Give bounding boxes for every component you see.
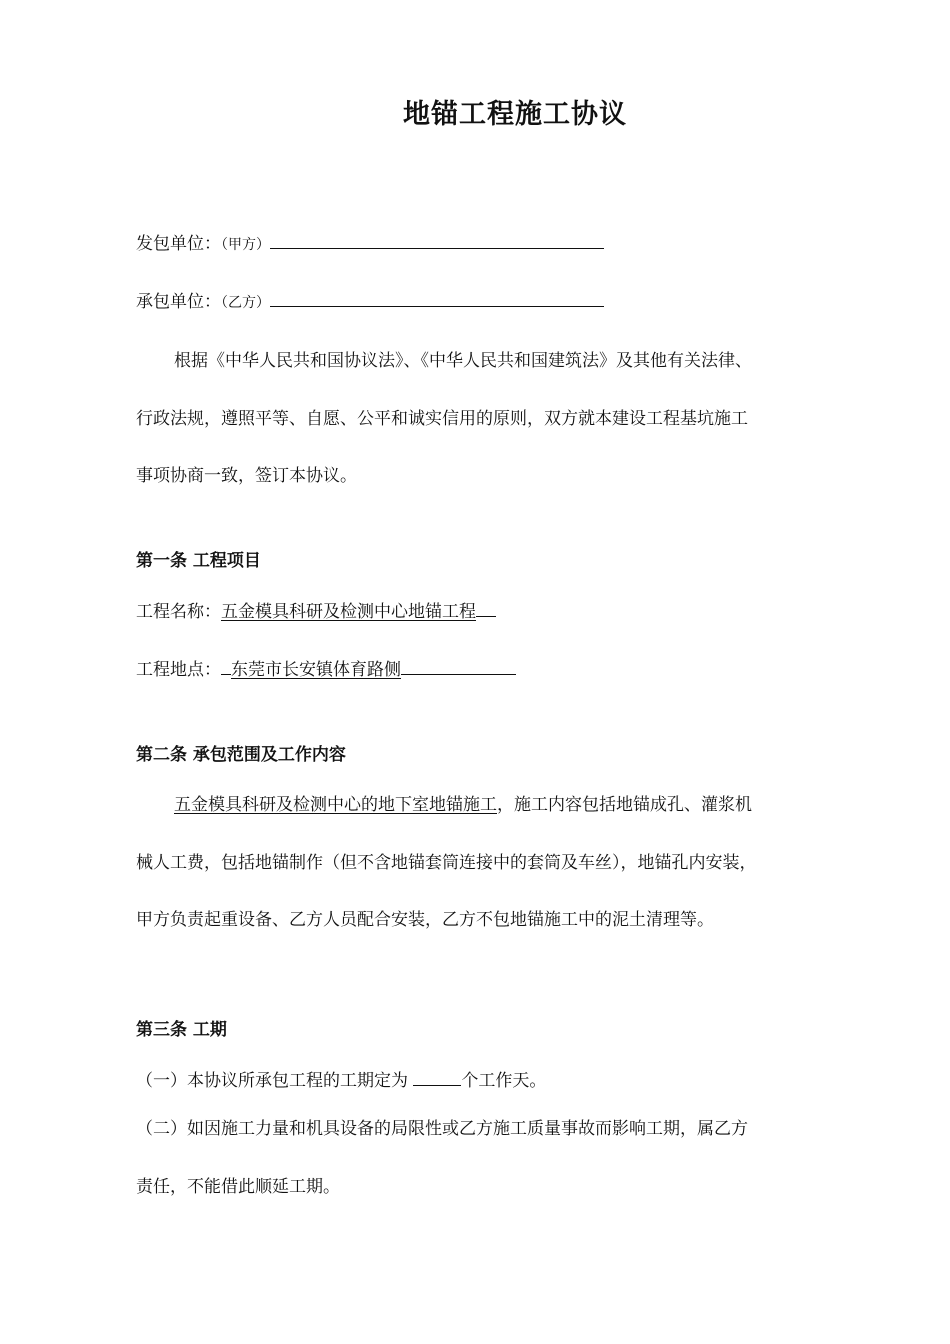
contractor-role: （乙方）: [221, 295, 270, 311]
employer-row: [136, 229, 604, 254]
preamble-line-2: 行政法规，遵照平等、自愿、公平和诚实信用的原则，双方就本建设工程基坑施工: [136, 409, 748, 429]
project-site-row: [136, 655, 516, 680]
document-title: 地锚工程施工协议: [403, 99, 627, 130]
project-name-label: 工程名称：: [136, 602, 221, 622]
term-item-1: [136, 1066, 546, 1091]
project-name-value: 五金模具科研及检测中心地锚工程: [221, 602, 476, 622]
article-2-heading: 第二条 承包范围及工作内容: [136, 745, 346, 765]
term-item-2-line-2: 责任，不能借此顺延工期。: [136, 1177, 340, 1197]
preamble-line-3: 事项协商一致，签订本协议。: [136, 466, 357, 486]
term-item-1-prefix: （一）本协议所承包工程的工期定为: [136, 1071, 408, 1091]
scope-line-1: [174, 790, 752, 815]
article-3-heading: 第三条 工期: [136, 1020, 227, 1040]
preamble-line-1: 根据《中华人民共和国协议法》、《中华人民共和国建筑法》及其他有关法律、: [174, 351, 752, 371]
project-site-blank: [401, 660, 516, 675]
project-name-row: [136, 597, 496, 622]
work-days-blank[interactable]: [413, 1071, 461, 1086]
contractor-blank[interactable]: [270, 292, 604, 307]
employer-label: 发包单位：: [136, 234, 221, 254]
scope-line-1-rest: ，施工内容包括地锚成孔、灌浆机: [497, 795, 752, 815]
scope-line-2: 械人工费，包括地锚制作（但不含地锚套筒连接中的套筒及车丝），地锚孔内安装，: [136, 853, 757, 873]
term-item-1-suffix: 个工作天。: [461, 1071, 547, 1091]
employer-blank[interactable]: [270, 234, 604, 249]
contractor-row: [136, 287, 604, 312]
project-name-blank: [476, 602, 496, 617]
project-site-label: 工程地点：: [136, 660, 221, 680]
employer-role: （甲方）: [221, 237, 270, 253]
scope-underlined-text: 五金模具科研及检测中心的地下室地锚施工: [174, 795, 497, 815]
project-site-value: 东莞市长安镇体育路侧: [231, 660, 401, 680]
article-1-heading: 第一条 工程项目: [136, 551, 261, 571]
contractor-label: 承包单位：: [136, 292, 221, 312]
project-site-lead: [221, 660, 231, 675]
scope-line-3: 甲方负责起重设备、乙方人员配合安装，乙方不包地锚施工中的泥土清理等。: [136, 910, 714, 930]
term-item-2-line-1: （二）如因施工力量和机具设备的局限性或乙方施工质量事故而影响工期，属乙方: [136, 1119, 748, 1139]
